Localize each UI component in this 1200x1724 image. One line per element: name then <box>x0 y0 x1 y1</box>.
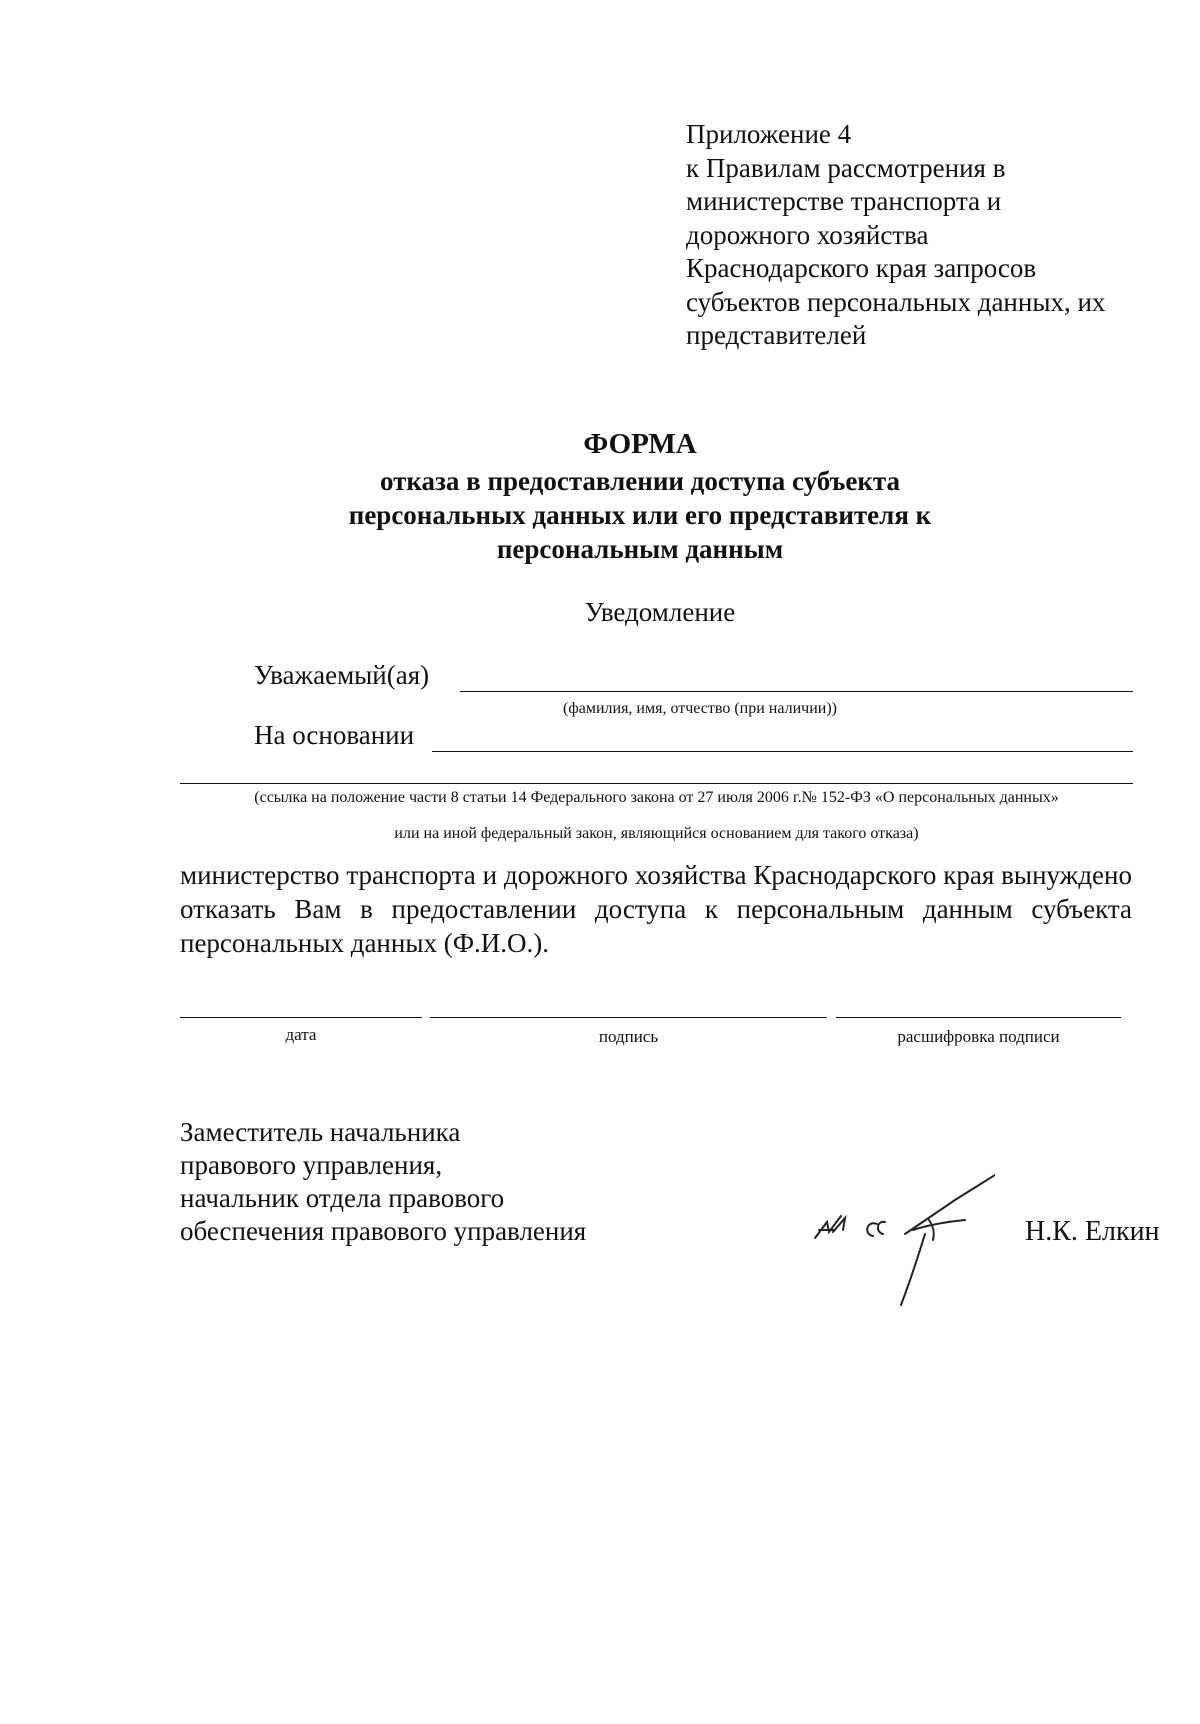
date-fill-line[interactable] <box>180 1017 422 1018</box>
official-position <box>180 1116 700 1248</box>
position-line: правового управления, <box>180 1150 443 1180</box>
salutation-hint: (фамилия, имя, отчество (при наличии)) <box>563 700 837 717</box>
form-subtitle-line: персональным данным <box>496 534 784 564</box>
handwritten-signature <box>805 1160 995 1310</box>
appendix-line: представителей <box>686 320 867 350</box>
basis-label: На основании <box>254 720 415 750</box>
appendix-line: Краснодарского края запросов <box>686 253 1037 283</box>
basis-hint-line: или на иной федеральный закон, являющийся основанием для такого отказа) <box>394 825 919 842</box>
position-line: Заместитель начальника <box>180 1117 461 1147</box>
appendix-line: субъектов персональных данных, их <box>686 286 1106 317</box>
form-subtitle-line: персональных данных или его представителя к <box>348 500 932 530</box>
appendix-line: к Правилам рассмотрения в <box>686 152 1006 183</box>
form-title: ФОРМА <box>583 428 697 460</box>
appendix-block <box>686 118 1126 353</box>
signer-name: Н.К. Елкин <box>1025 1216 1160 1247</box>
decoding-fill-line[interactable] <box>836 1017 1121 1018</box>
signature-fill-line[interactable] <box>430 1017 827 1018</box>
basis-hint-line: (ссылка на положение части 8 статьи 14 Федерального закона от 27 июля 2006 г.№ 152-ФЗ «О персональных данных» <box>254 789 1059 806</box>
salutation-fill-line[interactable] <box>460 691 1133 692</box>
salutation-label: Уважаемый(ая) <box>254 660 430 690</box>
notice-title: Уведомление <box>584 597 736 627</box>
decoding-label: расшифровка подписи <box>897 1027 1060 1046</box>
position-line: начальник отдела правового <box>180 1183 505 1213</box>
position-line: обеспечения правового управления <box>180 1216 587 1246</box>
basis-fill-line-2[interactable] <box>180 783 1133 784</box>
form-subtitle-line: отказа в предоставлении доступа субъекта <box>379 466 901 496</box>
date-label: дата <box>285 1025 317 1044</box>
signature-label: подпись <box>598 1027 659 1046</box>
basis-fill-line[interactable] <box>432 751 1133 752</box>
appendix-line: Приложение 4 <box>686 119 852 149</box>
refusal-text: министерство транспорта и дорожного хозяйства Краснодарского края вынуждено отказать Вам в предоставлении доступа к персональным данным субъекта персональных данных (Ф.И.О.). <box>180 860 1132 958</box>
appendix-line: министерстве транспорта и <box>686 186 1002 216</box>
appendix-line: дорожного хозяйства <box>686 219 929 250</box>
